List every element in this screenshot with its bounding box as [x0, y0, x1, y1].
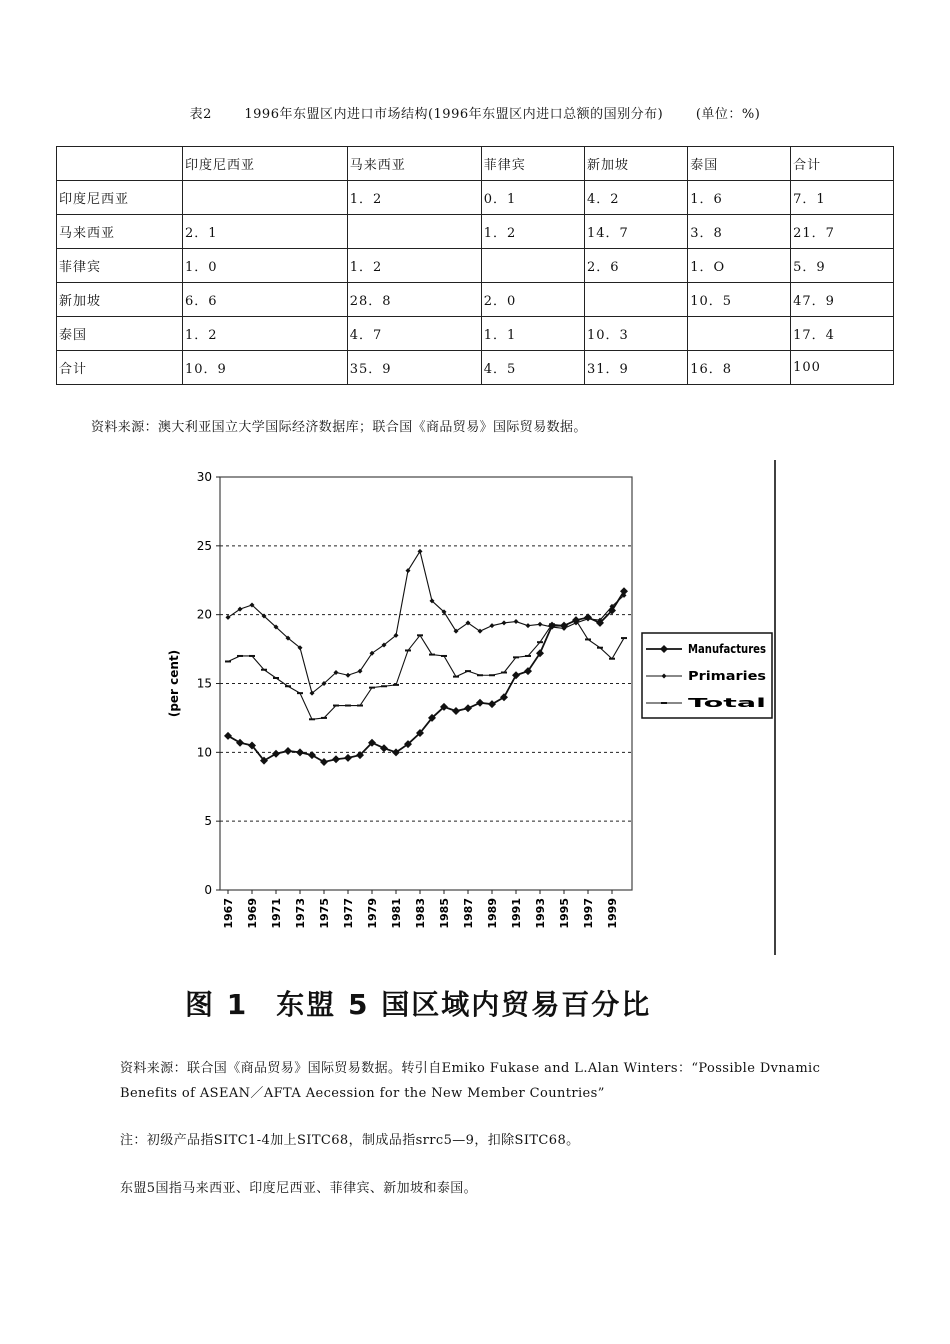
- x-tick-label: 1967: [222, 898, 235, 929]
- table-cell: 35．9: [347, 351, 481, 385]
- series-line-total: [228, 620, 624, 719]
- table-cell: 10．5: [688, 283, 791, 317]
- table-row: [57, 283, 894, 317]
- table-row: [57, 181, 894, 215]
- data-point-manufactures: [344, 754, 352, 762]
- table-cell: 28．8: [347, 283, 481, 317]
- data-point-manufactures: [464, 704, 472, 712]
- table-cell: 2．0: [481, 283, 584, 317]
- table-row: [57, 351, 894, 385]
- header-cell: 菲律宾: [481, 147, 584, 181]
- table-cell: 2．6: [585, 249, 688, 283]
- row-label: 马来西亚: [57, 215, 183, 249]
- data-point-manufactures: [284, 747, 292, 755]
- table-cell: 47．9: [791, 283, 894, 317]
- table-cell: 3．8: [688, 215, 791, 249]
- table-cell: 1．0: [183, 249, 348, 283]
- data-point-manufactures: [512, 671, 520, 679]
- x-tick-label: 1979: [366, 898, 379, 929]
- x-tick-label: 1991: [510, 898, 523, 929]
- table-label: 表2: [189, 107, 212, 122]
- table-title: 1996年东盟区内进口市场结构(1996年东盟区内进口总额的国别分布): [244, 107, 664, 122]
- row-label: 菲律宾: [57, 249, 183, 283]
- data-point-manufactures: [272, 750, 280, 758]
- header-cell: 印度尼西亚: [183, 147, 348, 181]
- data-point-manufactures: [452, 707, 460, 715]
- table-cell: 4．2: [585, 181, 688, 215]
- table-cell: 1．2: [347, 181, 481, 215]
- x-tick-label: 1985: [438, 898, 451, 929]
- x-tick-label: 1983: [414, 898, 427, 929]
- table-row: [57, 215, 894, 249]
- figure-text: 东盟 5 国区域内贸易百分比: [276, 988, 652, 1021]
- y-tick-label: 15: [196, 676, 212, 691]
- header-cell: [57, 147, 183, 181]
- data-point-manufactures: [476, 699, 484, 707]
- table-cell: 1．6: [688, 181, 791, 215]
- row-label: 印度尼西亚: [57, 181, 183, 215]
- table-cell: 5．9: [791, 249, 894, 283]
- table-cell: 4．7: [347, 317, 481, 351]
- table-cell: [347, 215, 481, 249]
- y-axis-label: (per cent): [167, 649, 181, 718]
- y-tick-label: 10: [196, 745, 212, 760]
- data-point-primaries: [526, 623, 531, 628]
- table-cell: 1．O: [688, 249, 791, 283]
- footnote-countries: 东盟5国指马来西亚、印度尼西亚、菲律宾、新加坡和泰国。: [120, 1181, 478, 1196]
- table-cell: 0．1: [481, 181, 584, 215]
- legend-label-manufactures: Manufactures: [688, 642, 766, 656]
- x-tick-label: 1971: [270, 898, 283, 929]
- y-tick-label: 20: [196, 607, 212, 622]
- header-cell: 泰国: [688, 147, 791, 181]
- y-tick-label: 5: [204, 814, 212, 829]
- x-tick-label: 1973: [294, 898, 307, 929]
- chart-source: 资料来源：联合国《商品贸易》国际贸易数据。转引自Emiko Fukase and L.Alan Winters：“Possible Dvnamic Benefits of ASEAN／AFTA Aecession for the New Member Countries”: [120, 1061, 821, 1101]
- data-point-manufactures: [320, 758, 328, 766]
- x-tick-label: 1997: [582, 898, 595, 929]
- legend-label-primaries: Primaries: [688, 669, 766, 683]
- data-point-manufactures: [500, 693, 508, 701]
- table-cell: 31．9: [585, 351, 688, 385]
- data-point-manufactures: [236, 739, 244, 747]
- y-tick-label: 0: [204, 883, 212, 897]
- intra-asean-trade-chart: [150, 455, 790, 965]
- x-tick-label: 1987: [462, 898, 475, 929]
- data-point-manufactures: [380, 744, 388, 752]
- data-point-primaries: [538, 622, 543, 627]
- data-point-primaries: [418, 549, 423, 554]
- data-point-primaries: [406, 568, 411, 573]
- table-cell: 1．2: [481, 215, 584, 249]
- y-tick-label: 25: [196, 538, 212, 553]
- x-tick-label: 1969: [246, 898, 259, 929]
- header-cell: 合计: [791, 147, 894, 181]
- table-cell: 1．2: [347, 249, 481, 283]
- x-tick-label: 1993: [534, 898, 547, 929]
- header-cell: 马来西亚: [347, 147, 481, 181]
- figure-title: [185, 983, 651, 1023]
- table-cell: [585, 283, 688, 317]
- figure-label: 图 1: [185, 988, 249, 1021]
- row-label: 泰国: [57, 317, 183, 351]
- table-cell: 10．9: [183, 351, 348, 385]
- row-label: 新加坡: [57, 283, 183, 317]
- series-line-primaries: [228, 551, 624, 693]
- legend-label-total: Total: [688, 696, 766, 710]
- x-tick-label: 1989: [486, 898, 499, 929]
- table-cell: 21．7: [791, 215, 894, 249]
- header-cell: 新加坡: [585, 147, 688, 181]
- table-caption: [0, 103, 950, 122]
- table-cell: 16．8: [688, 351, 791, 385]
- table-row: [57, 249, 894, 283]
- table-cell: 6．6: [183, 283, 348, 317]
- data-point-primaries: [502, 620, 507, 625]
- data-point-manufactures: [224, 732, 232, 740]
- table-cell: 7．1: [791, 181, 894, 215]
- table-cell: 17．4: [791, 317, 894, 351]
- data-point-manufactures: [308, 751, 316, 759]
- x-tick-label: 1999: [606, 898, 619, 929]
- table-source: 资料来源：澳大利亚国立大学国际经济数据库；联合国《商品贸易》国际贸易数据。: [91, 420, 587, 435]
- footnote-definition: 注：初级产品指SITC1-4加上SITC68，制成品指srrc5—9，扣除SITC68。: [120, 1133, 580, 1148]
- table-unit: (单位：%): [695, 107, 761, 122]
- data-point-primaries: [490, 623, 495, 628]
- import-structure-table: [56, 146, 894, 385]
- row-label: 合计: [57, 351, 183, 385]
- table-cell: 100: [791, 351, 894, 385]
- data-point-manufactures: [488, 700, 496, 708]
- x-tick-label: 1981: [390, 898, 403, 929]
- table-cell: 10．3: [585, 317, 688, 351]
- x-tick-label: 1977: [342, 898, 355, 929]
- data-point-manufactures: [296, 748, 304, 756]
- table-cell: [688, 317, 791, 351]
- table-cell: 1．2: [183, 317, 348, 351]
- table-cell: 1．1: [481, 317, 584, 351]
- data-point-primaries: [346, 673, 351, 678]
- x-tick-label: 1995: [558, 898, 571, 929]
- table-cell: [481, 249, 584, 283]
- table-cell: 14．7: [585, 215, 688, 249]
- table-cell: [183, 181, 348, 215]
- series-line-manufactures: [228, 591, 624, 762]
- table-cell: 4．5: [481, 351, 584, 385]
- table-header-row: [57, 147, 894, 181]
- y-tick-label: 30: [196, 470, 212, 484]
- table-row: [57, 317, 894, 351]
- table-cell: 2．1: [183, 215, 348, 249]
- x-tick-label: 1975: [318, 898, 331, 929]
- data-point-manufactures: [332, 755, 340, 763]
- data-point-primaries: [514, 619, 519, 624]
